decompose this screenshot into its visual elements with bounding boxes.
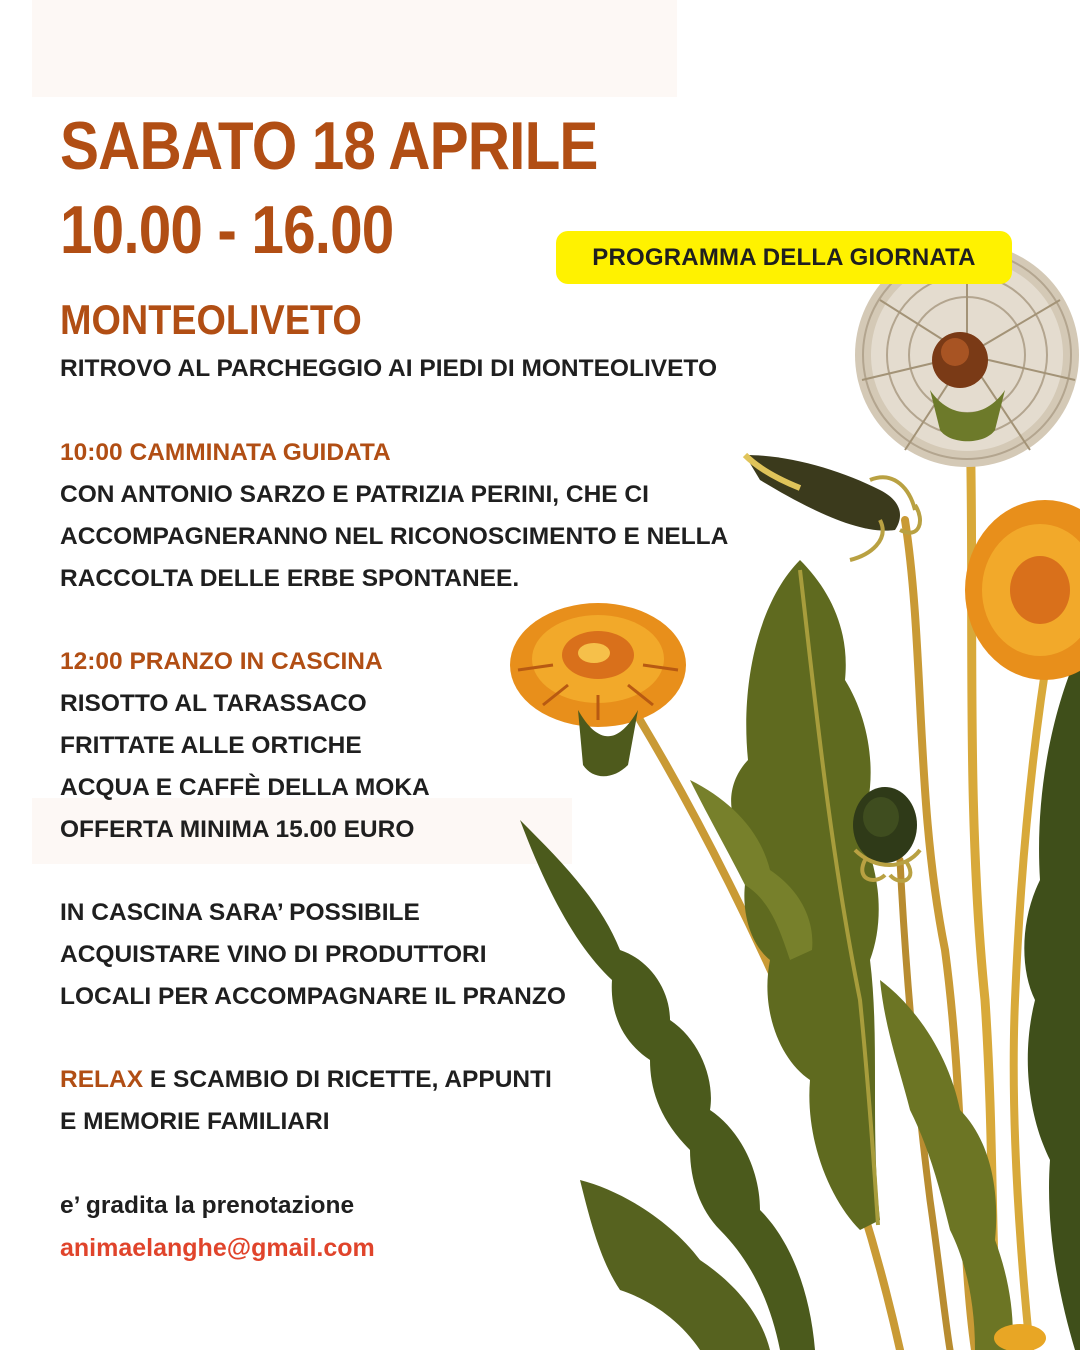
location-name: MONTEOLIVETO: [60, 296, 362, 343]
walk-line-2: ACCOMPAGNERANNO NEL RICONOSCIMENTO E NELLA: [60, 523, 729, 550]
walk-line-3: RACCOLTA DELLE ERBE SPONTANEE.: [60, 565, 520, 592]
walk-heading: 10:00 CAMMINATA GUIDATA: [60, 439, 391, 466]
lunch-heading: 12:00 PRANZO IN CASCINA: [60, 648, 383, 675]
program-badge: PROGRAMMA DELLA GIORNATA: [556, 231, 1012, 284]
lunch-item-1: RISOTTO AL TARASSACO: [60, 690, 367, 717]
booking-note: e’ gradita la prenotazione: [60, 1192, 355, 1219]
wine-line-2: ACQUISTARE VINO DI PRODUTTORI: [60, 941, 487, 968]
relax-rest: E SCAMBIO DI RICETTE, APPUNTI: [143, 1066, 552, 1093]
event-date: SABATO 18 APRILE: [60, 108, 598, 184]
relax-highlight: RELAX: [60, 1066, 144, 1093]
walk-line-1: CON ANTONIO SARZO E PATRIZIA PERINI, CHE CI: [60, 481, 649, 508]
relax-line-2: E MEMORIE FAMILIARI: [60, 1108, 330, 1135]
event-time: 10.00 - 16.00: [60, 192, 394, 268]
lunch-item-2: FRITTATE ALLE ORTICHE: [60, 732, 362, 759]
relax-line-1: [60, 1068, 552, 1093]
wine-line-3: LOCALI PER ACCOMPAGNARE IL PRANZO: [60, 983, 566, 1010]
booking-email-link[interactable]: animaelanghe@gmail.com: [60, 1234, 375, 1262]
wine-line-1: IN CASCINA SARA’ POSSIBILE: [60, 899, 420, 926]
lunch-item-3: ACQUA E CAFFÈ DELLA MOKA: [60, 774, 430, 801]
lunch-price: OFFERTA MINIMA 15.00 EURO: [60, 816, 415, 843]
meeting-point: RITROVO AL PARCHEGGIO AI PIEDI DI MONTEOLIVETO: [60, 355, 718, 382]
